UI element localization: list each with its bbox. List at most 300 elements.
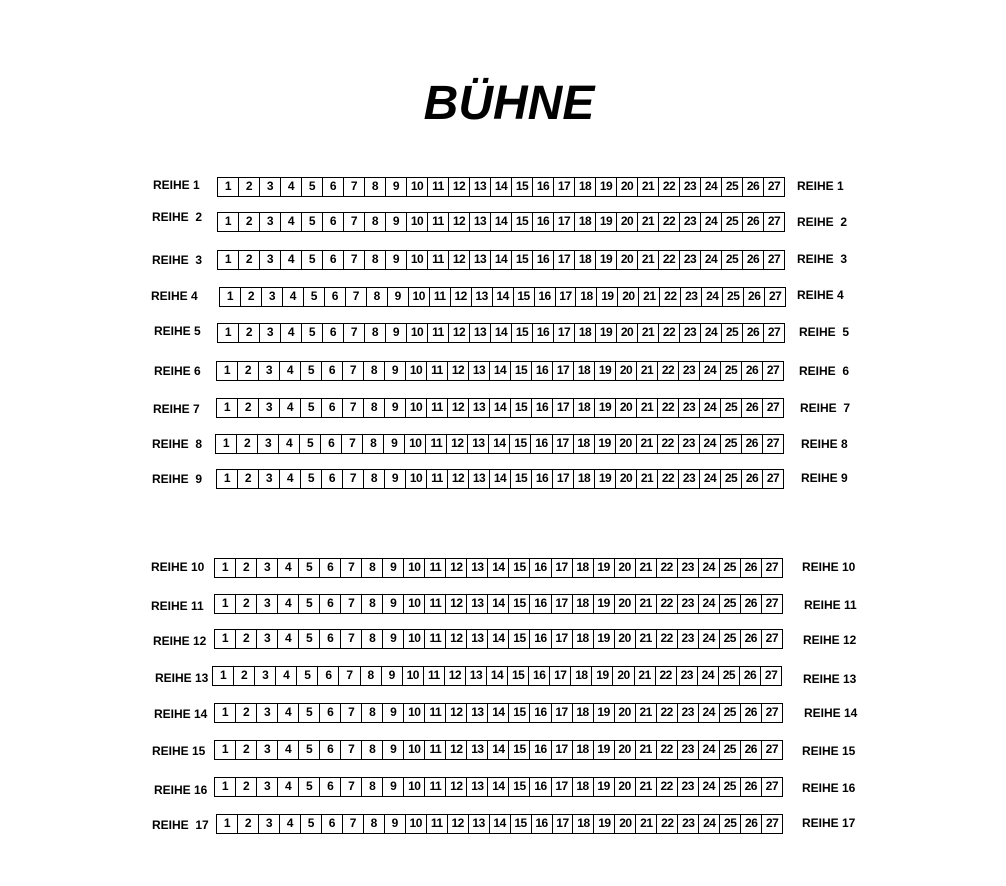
seat-r1-25[interactable]: 25 — [721, 178, 742, 196]
seat-r2-15[interactable]: 15 — [511, 213, 532, 231]
seat-r9-4[interactable]: 4 — [279, 470, 300, 488]
seat-r6-5[interactable]: 5 — [300, 362, 321, 380]
seat-r4-27[interactable]: 27 — [764, 288, 785, 306]
seat-r13-2[interactable]: 2 — [233, 667, 254, 685]
seat-r5-8[interactable]: 8 — [364, 324, 385, 342]
seat-r7-2[interactable]: 2 — [237, 399, 258, 417]
seat-r5-5[interactable]: 5 — [301, 324, 322, 342]
seat-r16-21[interactable]: 21 — [635, 778, 656, 796]
seat-r16-5[interactable]: 5 — [298, 778, 319, 796]
seat-r17-18[interactable]: 18 — [572, 815, 593, 833]
seat-r2-7[interactable]: 7 — [343, 213, 364, 231]
seat-r6-3[interactable]: 3 — [258, 362, 279, 380]
seat-r1-20[interactable]: 20 — [616, 178, 637, 196]
seat-r5-4[interactable]: 4 — [280, 324, 301, 342]
seat-r3-10[interactable]: 10 — [406, 251, 427, 269]
seat-r15-8[interactable]: 8 — [361, 741, 382, 759]
seat-r12-22[interactable]: 22 — [656, 630, 677, 648]
seat-r1-9[interactable]: 9 — [385, 178, 406, 196]
seat-r13-5[interactable]: 5 — [296, 667, 317, 685]
seat-r11-10[interactable]: 10 — [403, 595, 424, 613]
seat-r6-12[interactable]: 12 — [447, 362, 468, 380]
seat-r5-15[interactable]: 15 — [511, 324, 532, 342]
seat-r11-23[interactable]: 23 — [677, 595, 698, 613]
seat-r13-12[interactable]: 12 — [444, 667, 465, 685]
seat-r8-4[interactable]: 4 — [278, 435, 299, 453]
seat-r11-25[interactable]: 25 — [719, 595, 740, 613]
seat-r14-25[interactable]: 25 — [719, 704, 740, 722]
seat-r7-4[interactable]: 4 — [279, 399, 300, 417]
seat-r12-7[interactable]: 7 — [340, 630, 361, 648]
seat-r16-27[interactable]: 27 — [761, 778, 782, 796]
seat-r4-8[interactable]: 8 — [366, 288, 387, 306]
seat-r5-6[interactable]: 6 — [322, 324, 343, 342]
seat-r11-1[interactable]: 1 — [221, 596, 229, 610]
seat-r4-24[interactable]: 24 — [701, 288, 722, 306]
seat-r14-6[interactable]: 6 — [319, 704, 340, 722]
seat-r11-7[interactable]: 7 — [340, 595, 361, 613]
seat-r6-7[interactable]: 7 — [342, 362, 363, 380]
seat-r7-3[interactable]: 3 — [258, 399, 279, 417]
seat-r2-24[interactable]: 24 — [700, 213, 721, 231]
seat-r8-26[interactable]: 26 — [741, 435, 762, 453]
seat-r5-20[interactable]: 20 — [616, 324, 637, 342]
seat-r16-25[interactable]: 25 — [719, 778, 740, 796]
seat-r2-2[interactable]: 2 — [238, 213, 259, 231]
seat-r13-11[interactable]: 11 — [423, 667, 444, 685]
seat-r14-8[interactable]: 8 — [361, 704, 382, 722]
seat-r8-17[interactable]: 17 — [552, 435, 573, 453]
seat-r9-6[interactable]: 6 — [321, 470, 342, 488]
seat-r10-1[interactable]: 1 — [221, 560, 229, 574]
seat-r10-9[interactable]: 9 — [382, 559, 403, 577]
seat-r17-4[interactable]: 4 — [279, 815, 300, 833]
seat-r8-12[interactable]: 12 — [446, 435, 467, 453]
seat-r15-13[interactable]: 13 — [466, 741, 487, 759]
seat-r5-27[interactable]: 27 — [763, 324, 784, 342]
seat-r10-27[interactable]: 27 — [761, 559, 782, 577]
seat-r14-11[interactable]: 11 — [424, 704, 445, 722]
seat-r14-18[interactable]: 18 — [572, 704, 593, 722]
seat-r8-10[interactable]: 10 — [404, 435, 425, 453]
seat-r5-23[interactable]: 23 — [679, 324, 700, 342]
seat-r6-13[interactable]: 13 — [468, 362, 489, 380]
seat-r15-1[interactable]: 1 — [221, 742, 229, 756]
seat-r9-13[interactable]: 13 — [468, 470, 489, 488]
seat-r2-25[interactable]: 25 — [721, 213, 742, 231]
seat-r4-13[interactable]: 13 — [471, 288, 492, 306]
seat-r8-20[interactable]: 20 — [615, 435, 636, 453]
seat-r1-1[interactable]: 1 — [224, 179, 232, 193]
seat-r3-8[interactable]: 8 — [364, 251, 385, 269]
seat-r7-22[interactable]: 22 — [657, 399, 678, 417]
seat-r4-11[interactable]: 11 — [429, 288, 450, 306]
seat-r17-17[interactable]: 17 — [552, 815, 573, 833]
seat-r17-3[interactable]: 3 — [258, 815, 279, 833]
seat-r15-26[interactable]: 26 — [740, 741, 761, 759]
seat-r14-5[interactable]: 5 — [298, 704, 319, 722]
seat-r2-8[interactable]: 8 — [364, 213, 385, 231]
seat-r5-25[interactable]: 25 — [721, 324, 742, 342]
seat-r9-1[interactable]: 1 — [223, 471, 231, 485]
seat-r12-16[interactable]: 16 — [529, 630, 550, 648]
seat-r11-22[interactable]: 22 — [656, 595, 677, 613]
seat-r7-25[interactable]: 25 — [720, 399, 741, 417]
seat-r15-24[interactable]: 24 — [698, 741, 719, 759]
seat-r4-6[interactable]: 6 — [324, 288, 345, 306]
seat-r3-20[interactable]: 20 — [616, 251, 637, 269]
seat-r7-20[interactable]: 20 — [615, 399, 636, 417]
seat-r3-26[interactable]: 26 — [742, 251, 763, 269]
seat-r10-25[interactable]: 25 — [719, 559, 740, 577]
seat-r10-2[interactable]: 2 — [235, 559, 256, 577]
seat-r7-17[interactable]: 17 — [552, 399, 573, 417]
seat-r13-8[interactable]: 8 — [360, 667, 381, 685]
seat-r7-27[interactable]: 27 — [762, 399, 783, 417]
seat-r16-23[interactable]: 23 — [677, 778, 698, 796]
seat-r17-10[interactable]: 10 — [405, 815, 426, 833]
seat-r4-14[interactable]: 14 — [492, 288, 513, 306]
seat-r17-11[interactable]: 11 — [426, 815, 447, 833]
seat-r10-15[interactable]: 15 — [508, 559, 529, 577]
seat-r1-10[interactable]: 10 — [406, 178, 427, 196]
seat-r2-6[interactable]: 6 — [322, 213, 343, 231]
seat-r5-22[interactable]: 22 — [658, 324, 679, 342]
seat-r5-13[interactable]: 13 — [469, 324, 490, 342]
seat-r6-2[interactable]: 2 — [237, 362, 258, 380]
seat-r11-12[interactable]: 12 — [445, 595, 466, 613]
seat-r4-12[interactable]: 12 — [450, 288, 471, 306]
seat-r14-17[interactable]: 17 — [551, 704, 572, 722]
seat-r9-12[interactable]: 12 — [447, 470, 468, 488]
seat-r6-18[interactable]: 18 — [573, 362, 594, 380]
seat-r1-19[interactable]: 19 — [595, 178, 616, 196]
seat-r16-24[interactable]: 24 — [698, 778, 719, 796]
seat-r1-5[interactable]: 5 — [301, 178, 322, 196]
seat-r16-12[interactable]: 12 — [445, 778, 466, 796]
seat-r10-10[interactable]: 10 — [403, 559, 424, 577]
seat-r3-2[interactable]: 2 — [238, 251, 259, 269]
seat-r7-13[interactable]: 13 — [468, 399, 489, 417]
seat-r5-19[interactable]: 19 — [595, 324, 616, 342]
seat-r12-9[interactable]: 9 — [382, 630, 403, 648]
seat-r14-24[interactable]: 24 — [698, 704, 719, 722]
seat-r15-9[interactable]: 9 — [382, 741, 403, 759]
seat-r16-20[interactable]: 20 — [614, 778, 635, 796]
seat-r7-10[interactable]: 10 — [405, 399, 426, 417]
seat-r12-8[interactable]: 8 — [361, 630, 382, 648]
seat-r6-8[interactable]: 8 — [363, 362, 384, 380]
seat-r15-27[interactable]: 27 — [761, 741, 782, 759]
seat-r17-9[interactable]: 9 — [384, 815, 405, 833]
seat-r5-21[interactable]: 21 — [637, 324, 658, 342]
seat-r5-10[interactable]: 10 — [406, 324, 427, 342]
seat-r17-22[interactable]: 22 — [656, 815, 677, 833]
seat-r8-15[interactable]: 15 — [509, 435, 530, 453]
seat-r11-3[interactable]: 3 — [256, 595, 277, 613]
seat-r8-18[interactable]: 18 — [573, 435, 594, 453]
seat-r2-10[interactable]: 10 — [406, 213, 427, 231]
seat-r2-19[interactable]: 19 — [595, 213, 616, 231]
seat-r2-3[interactable]: 3 — [259, 213, 280, 231]
seat-r17-2[interactable]: 2 — [237, 815, 258, 833]
seat-r8-16[interactable]: 16 — [530, 435, 551, 453]
seat-r15-3[interactable]: 3 — [256, 741, 277, 759]
seat-r2-22[interactable]: 22 — [658, 213, 679, 231]
seat-r9-23[interactable]: 23 — [678, 470, 699, 488]
seat-r3-4[interactable]: 4 — [280, 251, 301, 269]
seat-r1-23[interactable]: 23 — [679, 178, 700, 196]
seat-r2-4[interactable]: 4 — [280, 213, 301, 231]
seat-r13-9[interactable]: 9 — [381, 667, 402, 685]
seat-r9-11[interactable]: 11 — [426, 470, 447, 488]
seat-r16-26[interactable]: 26 — [740, 778, 761, 796]
seat-r6-15[interactable]: 15 — [510, 362, 531, 380]
seat-r2-13[interactable]: 13 — [469, 213, 490, 231]
seat-r13-13[interactable]: 13 — [465, 667, 486, 685]
seat-r9-24[interactable]: 24 — [699, 470, 720, 488]
seat-r10-3[interactable]: 3 — [256, 559, 277, 577]
seat-r13-10[interactable]: 10 — [402, 667, 423, 685]
seat-r16-14[interactable]: 14 — [487, 778, 508, 796]
seat-r14-7[interactable]: 7 — [340, 704, 361, 722]
seat-r11-11[interactable]: 11 — [424, 595, 445, 613]
seat-r12-5[interactable]: 5 — [298, 630, 319, 648]
seat-r5-24[interactable]: 24 — [700, 324, 721, 342]
seat-r9-5[interactable]: 5 — [300, 470, 321, 488]
seat-r12-11[interactable]: 11 — [424, 630, 445, 648]
seat-r10-18[interactable]: 18 — [572, 559, 593, 577]
seat-r9-3[interactable]: 3 — [258, 470, 279, 488]
seat-r11-13[interactable]: 13 — [466, 595, 487, 613]
seat-r6-27[interactable]: 27 — [762, 362, 783, 380]
seat-r15-7[interactable]: 7 — [340, 741, 361, 759]
seat-r9-9[interactable]: 9 — [384, 470, 405, 488]
seat-r16-3[interactable]: 3 — [256, 778, 277, 796]
seat-r6-16[interactable]: 16 — [531, 362, 552, 380]
seat-r14-2[interactable]: 2 — [235, 704, 256, 722]
seat-r12-26[interactable]: 26 — [740, 630, 761, 648]
seat-r12-21[interactable]: 21 — [635, 630, 656, 648]
seat-r3-12[interactable]: 12 — [448, 251, 469, 269]
seat-r10-5[interactable]: 5 — [298, 559, 319, 577]
seat-r7-7[interactable]: 7 — [342, 399, 363, 417]
seat-r3-17[interactable]: 17 — [553, 251, 574, 269]
seat-r3-24[interactable]: 24 — [700, 251, 721, 269]
seat-r4-3[interactable]: 3 — [261, 288, 282, 306]
seat-r12-14[interactable]: 14 — [487, 630, 508, 648]
seat-r1-18[interactable]: 18 — [574, 178, 595, 196]
seat-r3-14[interactable]: 14 — [490, 251, 511, 269]
seat-r3-21[interactable]: 21 — [637, 251, 658, 269]
seat-r8-19[interactable]: 19 — [594, 435, 615, 453]
seat-r12-19[interactable]: 19 — [593, 630, 614, 648]
seat-r11-17[interactable]: 17 — [551, 595, 572, 613]
seat-r3-15[interactable]: 15 — [511, 251, 532, 269]
seat-r3-16[interactable]: 16 — [532, 251, 553, 269]
seat-r15-12[interactable]: 12 — [445, 741, 466, 759]
seat-r7-16[interactable]: 16 — [531, 399, 552, 417]
seat-r15-19[interactable]: 19 — [593, 741, 614, 759]
seat-r3-18[interactable]: 18 — [574, 251, 595, 269]
seat-r3-11[interactable]: 11 — [427, 251, 448, 269]
seat-r1-6[interactable]: 6 — [322, 178, 343, 196]
seat-r2-20[interactable]: 20 — [616, 213, 637, 231]
seat-r10-23[interactable]: 23 — [677, 559, 698, 577]
seat-r16-1[interactable]: 1 — [221, 779, 229, 793]
seat-r4-4[interactable]: 4 — [282, 288, 303, 306]
seat-r3-3[interactable]: 3 — [259, 251, 280, 269]
seat-r5-3[interactable]: 3 — [259, 324, 280, 342]
seat-r8-25[interactable]: 25 — [720, 435, 741, 453]
seat-r14-1[interactable]: 1 — [221, 705, 229, 719]
seat-r13-3[interactable]: 3 — [254, 667, 275, 685]
seat-r14-26[interactable]: 26 — [740, 704, 761, 722]
seat-r16-13[interactable]: 13 — [466, 778, 487, 796]
seat-r9-25[interactable]: 25 — [720, 470, 741, 488]
seat-r14-22[interactable]: 22 — [656, 704, 677, 722]
seat-r11-27[interactable]: 27 — [761, 595, 782, 613]
seat-r9-10[interactable]: 10 — [405, 470, 426, 488]
seat-r6-20[interactable]: 20 — [615, 362, 636, 380]
seat-r17-14[interactable]: 14 — [489, 815, 510, 833]
seat-r16-11[interactable]: 11 — [424, 778, 445, 796]
seat-r2-26[interactable]: 26 — [742, 213, 763, 231]
seat-r15-20[interactable]: 20 — [614, 741, 635, 759]
seat-r9-8[interactable]: 8 — [363, 470, 384, 488]
seat-r13-20[interactable]: 20 — [612, 667, 633, 685]
seat-r5-17[interactable]: 17 — [553, 324, 574, 342]
seat-r15-17[interactable]: 17 — [551, 741, 572, 759]
seat-r17-6[interactable]: 6 — [321, 815, 342, 833]
seat-r14-21[interactable]: 21 — [635, 704, 656, 722]
seat-r15-18[interactable]: 18 — [572, 741, 593, 759]
seat-r7-6[interactable]: 6 — [321, 399, 342, 417]
seat-r9-20[interactable]: 20 — [615, 470, 636, 488]
seat-r2-27[interactable]: 27 — [763, 213, 784, 231]
seat-r6-4[interactable]: 4 — [279, 362, 300, 380]
seat-r8-8[interactable]: 8 — [362, 435, 383, 453]
seat-r16-8[interactable]: 8 — [361, 778, 382, 796]
seat-r9-14[interactable]: 14 — [489, 470, 510, 488]
seat-r7-11[interactable]: 11 — [426, 399, 447, 417]
seat-r8-23[interactable]: 23 — [678, 435, 699, 453]
seat-r15-6[interactable]: 6 — [319, 741, 340, 759]
seat-r2-16[interactable]: 16 — [532, 213, 553, 231]
seat-r8-7[interactable]: 7 — [341, 435, 362, 453]
seat-r16-4[interactable]: 4 — [277, 778, 298, 796]
seat-r13-17[interactable]: 17 — [549, 667, 570, 685]
seat-r7-8[interactable]: 8 — [363, 399, 384, 417]
seat-r3-23[interactable]: 23 — [679, 251, 700, 269]
seat-r5-16[interactable]: 16 — [532, 324, 553, 342]
seat-r5-1[interactable]: 1 — [224, 325, 232, 339]
seat-r9-21[interactable]: 21 — [636, 470, 657, 488]
seat-r8-21[interactable]: 21 — [636, 435, 657, 453]
seat-r2-11[interactable]: 11 — [427, 213, 448, 231]
seat-r9-19[interactable]: 19 — [594, 470, 615, 488]
seat-r13-1[interactable]: 1 — [219, 668, 227, 682]
seat-r16-7[interactable]: 7 — [340, 778, 361, 796]
seat-r2-9[interactable]: 9 — [385, 213, 406, 231]
seat-r17-16[interactable]: 16 — [531, 815, 552, 833]
seat-r3-25[interactable]: 25 — [721, 251, 742, 269]
seat-r16-17[interactable]: 17 — [551, 778, 572, 796]
seat-r9-26[interactable]: 26 — [741, 470, 762, 488]
seat-r10-12[interactable]: 12 — [445, 559, 466, 577]
seat-r5-18[interactable]: 18 — [574, 324, 595, 342]
seat-r10-22[interactable]: 22 — [656, 559, 677, 577]
seat-r4-5[interactable]: 5 — [303, 288, 324, 306]
seat-r13-26[interactable]: 26 — [739, 667, 760, 685]
seat-r6-11[interactable]: 11 — [426, 362, 447, 380]
seat-r16-15[interactable]: 15 — [508, 778, 529, 796]
seat-r1-17[interactable]: 17 — [553, 178, 574, 196]
seat-r11-15[interactable]: 15 — [508, 595, 529, 613]
seat-r12-2[interactable]: 2 — [235, 630, 256, 648]
seat-r1-12[interactable]: 12 — [448, 178, 469, 196]
seat-r1-21[interactable]: 21 — [637, 178, 658, 196]
seat-r11-24[interactable]: 24 — [698, 595, 719, 613]
seat-r2-14[interactable]: 14 — [490, 213, 511, 231]
seat-r9-27[interactable]: 27 — [762, 470, 783, 488]
seat-r10-20[interactable]: 20 — [614, 559, 635, 577]
seat-r1-16[interactable]: 16 — [532, 178, 553, 196]
seat-r17-24[interactable]: 24 — [698, 815, 719, 833]
seat-r15-5[interactable]: 5 — [298, 741, 319, 759]
seat-r12-25[interactable]: 25 — [719, 630, 740, 648]
seat-r17-1[interactable]: 1 — [223, 816, 231, 830]
seat-r4-17[interactable]: 17 — [555, 288, 576, 306]
seat-r17-19[interactable]: 19 — [593, 815, 614, 833]
seat-r10-6[interactable]: 6 — [319, 559, 340, 577]
seat-r11-5[interactable]: 5 — [298, 595, 319, 613]
seat-r17-20[interactable]: 20 — [614, 815, 635, 833]
seat-r4-25[interactable]: 25 — [722, 288, 743, 306]
seat-r13-25[interactable]: 25 — [718, 667, 739, 685]
seat-r12-6[interactable]: 6 — [319, 630, 340, 648]
seat-r13-24[interactable]: 24 — [697, 667, 718, 685]
seat-r13-7[interactable]: 7 — [338, 667, 359, 685]
seat-r13-22[interactable]: 22 — [655, 667, 676, 685]
seat-r14-4[interactable]: 4 — [277, 704, 298, 722]
seat-r14-10[interactable]: 10 — [403, 704, 424, 722]
seat-r12-18[interactable]: 18 — [572, 630, 593, 648]
seat-r15-2[interactable]: 2 — [235, 741, 256, 759]
seat-r6-26[interactable]: 26 — [741, 362, 762, 380]
seat-r14-16[interactable]: 16 — [529, 704, 550, 722]
seat-r8-5[interactable]: 5 — [299, 435, 320, 453]
seat-r16-6[interactable]: 6 — [319, 778, 340, 796]
seat-r10-21[interactable]: 21 — [635, 559, 656, 577]
seat-r17-8[interactable]: 8 — [363, 815, 384, 833]
seat-r6-1[interactable]: 1 — [223, 363, 231, 377]
seat-r7-24[interactable]: 24 — [699, 399, 720, 417]
seat-r13-14[interactable]: 14 — [486, 667, 507, 685]
seat-r2-21[interactable]: 21 — [637, 213, 658, 231]
seat-r16-10[interactable]: 10 — [403, 778, 424, 796]
seat-r15-23[interactable]: 23 — [677, 741, 698, 759]
seat-r1-24[interactable]: 24 — [700, 178, 721, 196]
seat-r12-1[interactable]: 1 — [221, 631, 229, 645]
seat-r11-9[interactable]: 9 — [382, 595, 403, 613]
seat-r12-17[interactable]: 17 — [551, 630, 572, 648]
seat-r1-4[interactable]: 4 — [280, 178, 301, 196]
seat-r14-27[interactable]: 27 — [761, 704, 782, 722]
seat-r17-23[interactable]: 23 — [677, 815, 698, 833]
seat-r10-13[interactable]: 13 — [466, 559, 487, 577]
seat-r3-22[interactable]: 22 — [658, 251, 679, 269]
